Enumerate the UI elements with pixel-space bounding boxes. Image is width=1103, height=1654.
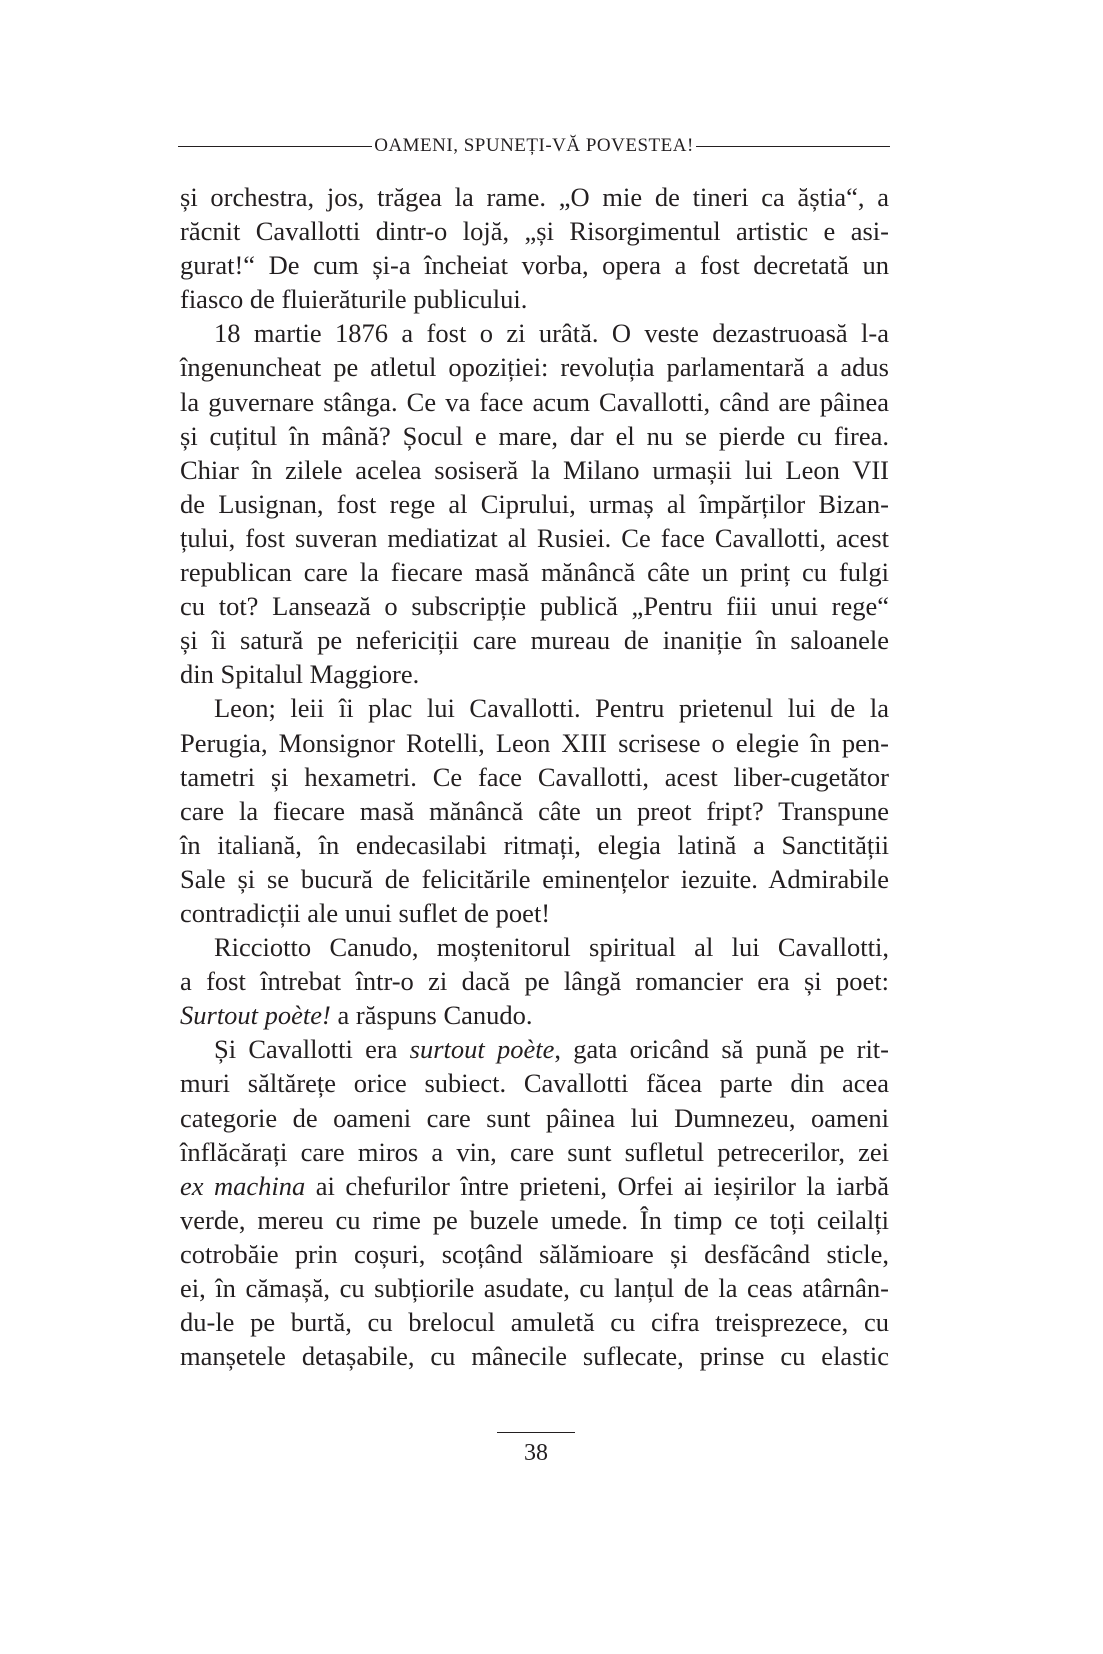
text-line: la guvernare stânga. Ce va face acum Cavallotti, când are pâinea	[180, 386, 889, 417]
running-head-title: OAMENI, SPUNEȚI-VĂ POVESTEA!	[374, 135, 694, 156]
page-footer	[496, 1432, 576, 1467]
text-line: Și Cavallotti era surtout poète, gata oricând să pună pe rit-	[214, 1034, 889, 1065]
text-line: ei, în cămașă, cu subțiorile asudate, cu lanțul de la ceas atârnân-	[180, 1273, 889, 1303]
text-line: du-le pe burtă, cu brelocul amuletă cu cifra treisprezece, cu	[180, 1307, 889, 1338]
paragraph	[180, 316, 889, 691]
text-line: contradicții ale unui suflet de poet!	[180, 897, 551, 928]
text-line: răcnit Cavallotti dintr-o lojă, „și Risorgimentul artistic e asi-	[180, 216, 889, 247]
text-line: republican care la fiecare masă mănâncă câte un prinț cu fulgi	[180, 557, 889, 588]
body-text	[180, 180, 889, 1373]
text-line: și orchestra, jos, trăgea la rame. „O mie de tineri ca ăștia“, a	[180, 182, 889, 212]
text-line: și cuțitul în mână? Șocul e mare, dar el nu se pierde cu firea.	[180, 420, 889, 451]
page-number-rule	[497, 1432, 575, 1433]
text-line: înflăcărați care miros a vin, care sunt sufletul petrecerilor, zei	[180, 1136, 889, 1167]
running-head-rule-right	[696, 146, 890, 147]
italic-phrase: ex machina	[180, 1170, 306, 1201]
text-line: Chiar în zilele acelea sosiseră la Milano urmașii lui Leon VII	[180, 454, 889, 485]
text-line: categorie de oameni care sunt pâinea lui Dumnezeu, oameni	[180, 1102, 889, 1133]
text-line: a fost întrebat într-o zi dacă pe lângă romancier era și poet:	[180, 966, 889, 997]
italic-phrase: surtout poète	[409, 1034, 555, 1065]
text-line: cotrobăie prin coșuri, scoțând sălămioare și desfăcând sticle,	[180, 1238, 889, 1269]
text-line: gurat!“ De cum și-a încheiat vorba, opera a fost decretată un	[180, 250, 889, 281]
page-number: 38	[524, 1440, 548, 1466]
text-line: tametri și hexametri. Ce face Cavallotti, acest liber-cugetător	[180, 761, 889, 792]
text-line: Leon; leii îi plac lui Cavallotti. Pentru prietenul lui de la	[214, 693, 889, 724]
text-line: țului, fost suveran mediatizat al Rusiei. Ce face Cavallotti, acest	[180, 522, 889, 553]
text-line: Surtout poète! a răspuns Canudo.	[180, 1000, 533, 1031]
text-line: în italiană, în endecasilabi ritmați, elegia latină a Sanctității	[180, 829, 889, 860]
paragraph	[180, 691, 889, 930]
text-line: 18 martie 1876 a fost o zi urâtă. O veste dezastruoasă l-a	[214, 318, 889, 349]
paragraph	[180, 180, 889, 316]
text-line: din Spitalul Maggiore.	[180, 659, 420, 690]
text-line: verde, mereu cu rime pe buzele umede. În timp ce toți ceilalți	[180, 1204, 889, 1235]
italic-phrase: Surtout poète!	[180, 1000, 331, 1031]
text-line: îngenuncheat pe atletul opoziției: revoluția parlamentară a adus	[180, 352, 889, 383]
text-line: manșetele detașabile, cu mânecile suflecate, prinse cu elastic	[180, 1341, 889, 1372]
text-line: de Lusignan, fost rege al Ciprului, urmaș al împărților Bizan-	[180, 488, 889, 519]
text-line: Ricciotto Canudo, moștenitorul spiritual al lui Cavallotti,	[214, 932, 889, 963]
text-line: care la fiecare masă mănâncă câte un preot fript? Transpune	[180, 795, 889, 826]
running-head	[178, 131, 890, 161]
text-line: ex machina ai chefurilor între prieteni, Orfei ai ieșirilor la iarbă	[180, 1170, 889, 1201]
text-line: cu tot? Lansează o subscripție publică „Pentru fiii unui rege“	[180, 591, 889, 622]
text-line: Perugia, Monsignor Rotelli, Leon XIII scrisese o elegie în pen-	[180, 727, 889, 758]
paragraph	[180, 1032, 889, 1373]
text-line: fiasco de fluierăturile publicului.	[180, 284, 528, 315]
text-line: muri săltărețe orice subiect. Cavallotti făcea parte din acea	[180, 1068, 889, 1099]
running-head-rule-left	[178, 146, 372, 147]
text-line: și îi satură pe nefericiții care mureau de inaniție în saloanele	[180, 625, 889, 656]
text-line: Sale și se bucură de felicitările eminențelor iezuite. Admirabile	[180, 863, 889, 894]
paragraph	[180, 930, 889, 1032]
